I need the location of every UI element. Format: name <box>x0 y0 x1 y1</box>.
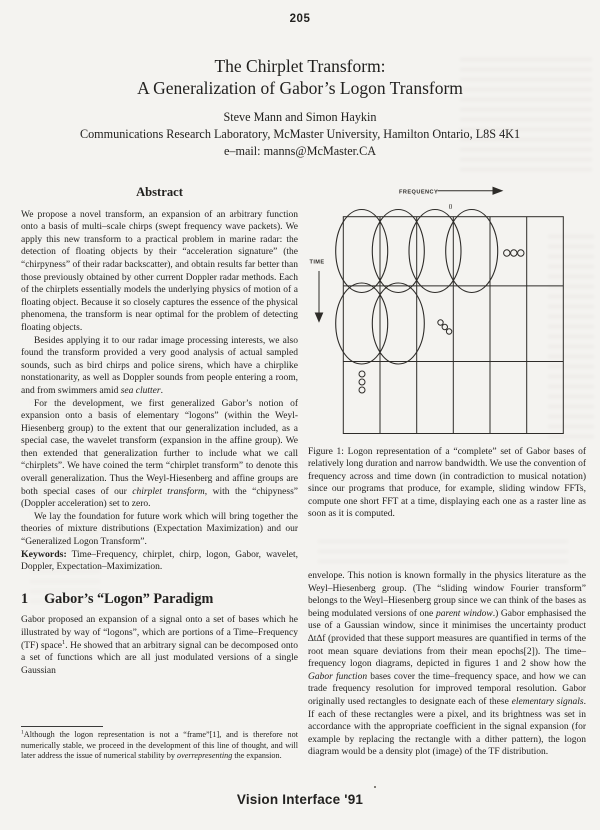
paper-title-line1: The Chirplet Transform: <box>214 56 386 76</box>
abstract-paragraph-2: Besides applying it to our radar image processing interests, we also found the transform provided a very good analysis of actual sampled sounds, such as bird chirps and police sirens, which have a chirplike nonstationarity, as well as Doppler sounds from people entering a room, and from swimmers amid sea clutter. <box>21 335 298 396</box>
time-axis-arrow <box>315 271 322 322</box>
scan-dot-artifact <box>374 786 376 788</box>
section-1-title: Gabor’s “Logon” Paradigm <box>44 590 214 607</box>
right-column-paragraph: envelope. This notion is known formally in the physics literature as the Weyl–Hiesenberg group. (The “sliding window Fourier transform” belongs to the Weyl–Hiesenberg group since we can think of the bases as being modulated versions of one parent window.) Gabor emphasised the use of a Gaussian window, since it minimises the uncertainty product ∆t∆f (provided that these support measures are quantified in terms of the root mean square deviations from their mean epochs[2]). The time–frequency logon diagrams, depicted in figures 1 and 2 show how the Gabor function bases cover the time–frequency space, and how we can trade frequency resolution for improved temporal resolution. Gabor originally used rectangles to designate each of these elementary signals. If each of these rectangles were a pixel, and its brightness was set in accordance with the appropriate coefficient in the signal expansion (for example by replacing the rectangle with a dither pattern), the logon diagram would be a density plot (image) of the TF distribution. <box>308 571 587 758</box>
footnote-body: Although the logon representation is not a “frame”[1], and is therefore not numerically stable, we proceed in the development of this line of thought, and will later address the issue of numerical stability by overrepresenting the expansion. <box>21 730 298 761</box>
abstract-heading: Abstract <box>136 185 183 199</box>
footnote-marker: 1 <box>21 729 24 736</box>
section-1-heading <box>21 590 298 607</box>
left-column <box>21 186 298 677</box>
keywords-line <box>21 549 298 574</box>
section-1-paragraph: Gabor proposed an expansion of a signal onto a set of bases which he illustrated by way of “logons”, which are portions of a Time–Frequency (TF) space$^1$. He showed that an arbitrary signal can be decomposed onto a set of functions which are all just modulated versions of a single Gaussian <box>21 615 299 676</box>
ellipsis-circles-diagonal <box>438 320 452 334</box>
keywords-text: Time–Frequency, chirplet, chirp, logon, Gabor, wavelet, Doppler, Expectation–Maximization. <box>21 549 298 573</box>
authors: Steve Mann and Simon Haykin <box>223 110 377 124</box>
footnote-text <box>21 730 298 760</box>
figure-1-caption: Figure 1: Logon representation of a “complete” set of Gabor bases of relatively long duration and narrow bandwidth. We use the convention of frequency across and time down (in contradiction to musical notation) since our programs that produce, for example, sliding window FFTs, compute one short FFT at a time, displaying each one as a raster line as soon as it is computed. <box>308 447 586 520</box>
email-line: e–mail: manns@McMaster.CA <box>223 144 377 158</box>
zero-mark: 0 <box>448 203 453 211</box>
footnote <box>21 726 298 762</box>
abstract-paragraph-1: We propose a novel transform, an expansion of an arbitrary function onto a basis of multi–scale chirps (swept frequency wave packets). We apply this new transform to a practical problem in marine radar: the detection of floating objects by their “acceleration signature” (the “chirpyness” of their radar backscatter), and obtain results far better than those previously obtained by other current Doppler radar methods. Each of the chirplets essentially models the underlying physics of motion of a floating object. Because it so closely captures the essence of the physical phenomena, the transform is near optimal for the problem of detecting floating objects. <box>21 209 298 333</box>
page-number: 205 <box>289 13 311 25</box>
frequency-axis-label: FREQUENCY <box>399 189 439 196</box>
footnote-rule <box>21 726 103 727</box>
right-column <box>308 570 586 759</box>
conference-footer: Vision Interface '91 <box>236 792 364 807</box>
time-axis-label: TIME <box>309 259 325 266</box>
ellipsis-circles-vertical <box>359 371 365 393</box>
abstract-paragraph-4: We lay the foundation for future work which will bring together the theories of mixture distributions (Expectation Maximization) and our “Generalized Logon Transform”. <box>21 511 298 548</box>
keywords-label: Keywords: <box>21 548 67 560</box>
figure-1-diagram <box>298 176 590 442</box>
paper-title-line2: A Generalization of Gabor’s Logon Transform <box>137 78 463 98</box>
affiliation: Communications Research Laboratory, McMaster University, Hamilton Ontario, L8S 4K1 <box>79 127 521 141</box>
title-block <box>0 55 600 159</box>
abstract-paragraph-3: For the development, we first generalized Gabor’s notion of expansion onto a basis of elementary “logons” (within the Weyl-Hiesenberg group) to the extent that our generalization included, as a special case, the wavelet transform (expansion in the affine group). We then extended that generalization further to include what we call “chirplets”. We have coined the term “chirplet transform” to denote this overall generalization. Thus the Weyl-Hiesenberg and affine groups are both special cases of our chirplet transform, with the “chipyness” (Doppler acceleration) set to zero. <box>21 398 298 510</box>
section-1-number: 1 <box>21 590 29 607</box>
ellipsis-circles-horizontal <box>504 250 524 256</box>
frequency-axis-arrow <box>438 187 503 194</box>
scan-bleedthrough <box>318 540 568 566</box>
tf-grid <box>343 217 563 434</box>
